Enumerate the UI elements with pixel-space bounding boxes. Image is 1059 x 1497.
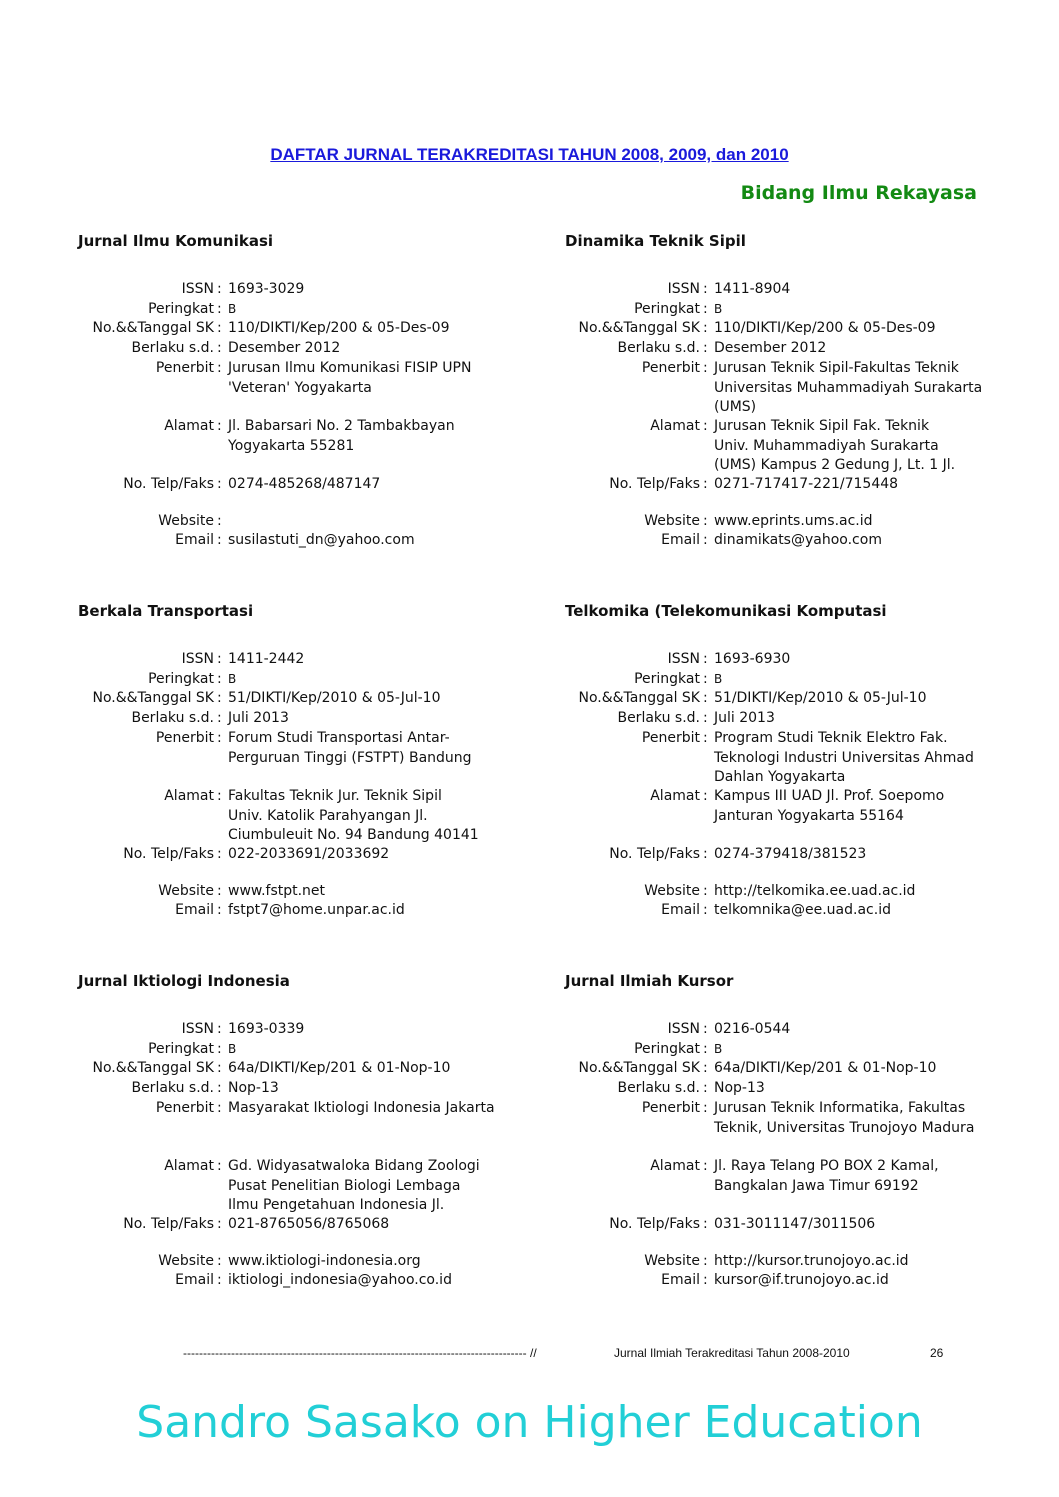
- field-value[interactable]: www.iktiologi-indonesia.org: [228, 1253, 421, 1269]
- field-label: No.&&Tanggal SK: [92, 1060, 214, 1076]
- field-value[interactable]: www.fstpt.net: [228, 883, 326, 899]
- field-value: Kampus III UAD Jl. Prof. Soepomo: [714, 788, 945, 804]
- field-colon: :: [703, 418, 708, 434]
- field-value: Perguruan Tinggi (FSTPT) Bandung: [228, 749, 472, 766]
- journal-title: Dinamika Teknik Sipil: [565, 232, 746, 250]
- field-value: B: [228, 672, 237, 686]
- field-value: Teknologi Industri Universitas Ahmad: [714, 749, 974, 766]
- field-colon: :: [703, 281, 708, 297]
- field-label: Email: [661, 902, 700, 918]
- field-value: 110/DIKTI/Kep/200 & 05-Des-09: [714, 320, 936, 336]
- field-label: Berlaku s.d.: [131, 340, 214, 356]
- field-colon: :: [217, 1041, 222, 1057]
- field-value: Bangkalan Jawa Timur 69192: [714, 1177, 919, 1194]
- field-label: Penerbit: [155, 730, 214, 746]
- field-value: Jl. Raya Telang PO BOX 2 Kamal,: [714, 1158, 939, 1174]
- field-colon: :: [217, 1158, 222, 1174]
- field-value: Program Studi Teknik Elektro Fak.: [714, 730, 948, 746]
- field-colon: :: [217, 320, 222, 336]
- page-number: 26: [930, 1346, 944, 1360]
- field-label: Penerbit: [641, 360, 700, 376]
- field-value: B: [228, 302, 237, 316]
- field-label: ISSN: [667, 1021, 700, 1037]
- section-subtitle: Bidang Ilmu Rekayasa: [740, 182, 977, 204]
- field-label: Alamat: [650, 1158, 700, 1174]
- field-label: Peringkat: [634, 301, 700, 317]
- field-colon: :: [217, 671, 222, 687]
- field-value: Forum Studi Transportasi Antar-: [228, 730, 450, 746]
- field-value: Ciumbuleuit No. 94 Bandung 40141: [228, 827, 479, 843]
- field-colon: :: [703, 883, 708, 899]
- field-value[interactable]: susilastuti_dn@yahoo.com: [228, 532, 415, 548]
- field-label: Peringkat: [148, 1041, 214, 1057]
- field-colon: :: [703, 1021, 708, 1037]
- field-colon: :: [703, 320, 708, 336]
- field-label: No.&&Tanggal SK: [92, 320, 214, 336]
- field-value: Jl. Babarsari No. 2 Tambakbayan: [228, 418, 455, 434]
- field-colon: :: [217, 1060, 222, 1076]
- field-value: Pusat Penelitian Biologi Lembaga: [228, 1177, 461, 1194]
- field-label: Penerbit: [641, 730, 700, 746]
- field-label: Email: [175, 1272, 214, 1288]
- field-label: Berlaku s.d.: [617, 710, 700, 726]
- field-label: Peringkat: [634, 1041, 700, 1057]
- field-value: Ilmu Pengetahuan Indonesia Jl.: [228, 1197, 445, 1213]
- field-label: No.&&Tanggal SK: [578, 690, 700, 706]
- field-value: Masyarakat Iktiologi Indonesia Jakarta: [228, 1100, 495, 1116]
- field-label: Penerbit: [641, 1100, 700, 1116]
- field-label: Email: [175, 532, 214, 548]
- field-value: Fakultas Teknik Jur. Teknik Sipil: [228, 788, 442, 804]
- field-colon: :: [703, 902, 708, 918]
- field-label: ISSN: [667, 281, 700, 297]
- field-value: B: [714, 302, 723, 316]
- field-value: Desember 2012: [228, 340, 341, 356]
- field-value: 0274-485268/487147: [228, 476, 381, 492]
- field-label: Alamat: [164, 1158, 214, 1174]
- field-value: Juli 2013: [228, 710, 289, 726]
- field-value: 0271-717417-221/715448: [714, 476, 899, 492]
- field-label: Alamat: [650, 788, 700, 804]
- field-colon: :: [217, 902, 222, 918]
- field-colon: :: [217, 883, 222, 899]
- field-colon: :: [703, 340, 708, 356]
- field-colon: :: [217, 651, 222, 667]
- field-value[interactable]: iktiologi_indonesia@yahoo.co.id: [228, 1272, 452, 1288]
- field-label: Website: [158, 883, 214, 899]
- field-label: Website: [644, 513, 700, 529]
- field-label: Berlaku s.d.: [131, 710, 214, 726]
- field-colon: :: [217, 788, 222, 804]
- field-colon: :: [703, 730, 708, 746]
- field-value: 64a/DIKTI/Kep/201 & 01-Nop-10: [714, 1060, 937, 1076]
- field-colon: :: [217, 1100, 222, 1116]
- field-colon: :: [703, 1080, 708, 1096]
- field-colon: :: [703, 513, 708, 529]
- field-value[interactable]: telkomnika@ee.uad.ac.id: [714, 902, 891, 918]
- field-value: Teknik, Universitas Trunojoyo Madura: [714, 1119, 975, 1136]
- field-label: Penerbit: [155, 360, 214, 376]
- field-value: 64a/DIKTI/Kep/201 & 01-Nop-10: [228, 1060, 451, 1076]
- field-colon: :: [703, 360, 708, 376]
- field-colon: :: [217, 476, 222, 492]
- field-colon: :: [703, 1041, 708, 1057]
- field-value: Nop-13: [228, 1080, 279, 1096]
- field-colon: :: [217, 418, 222, 434]
- field-value: Juli 2013: [714, 710, 775, 726]
- field-colon: :: [703, 301, 708, 317]
- field-label: Alamat: [650, 418, 700, 434]
- field-value: 1693-3029: [228, 281, 305, 297]
- field-label: Website: [158, 513, 214, 529]
- field-value: 110/DIKTI/Kep/200 & 05-Des-09: [228, 320, 450, 336]
- field-colon: :: [217, 690, 222, 706]
- field-label: Email: [175, 902, 214, 918]
- field-value: Gd. Widyasatwaloka Bidang Zoologi: [228, 1158, 480, 1174]
- field-label: Penerbit: [155, 1100, 214, 1116]
- field-label: Peringkat: [148, 671, 214, 687]
- journal-title: Jurnal Ilmu Komunikasi: [78, 232, 274, 250]
- field-value[interactable]: http://telkomika.ee.uad.ac.id: [714, 883, 916, 899]
- field-label: No. Telp/Faks: [609, 476, 700, 492]
- field-value: 51/DIKTI/Kep/2010 & 05-Jul-10: [714, 690, 927, 706]
- field-value[interactable]: www.eprints.ums.ac.id: [714, 513, 873, 529]
- field-value: Yogyakarta 55281: [228, 437, 355, 454]
- field-colon: :: [703, 1216, 708, 1232]
- field-label: No. Telp/Faks: [609, 846, 700, 862]
- field-label: Peringkat: [148, 301, 214, 317]
- field-value: 1411-8904: [714, 281, 791, 297]
- watermark-text: Sandro Sasako on Higher Education: [136, 1397, 923, 1448]
- field-value: 0274-379418/381523: [714, 846, 867, 862]
- field-colon: :: [217, 710, 222, 726]
- field-value: 1693-6930: [714, 651, 791, 667]
- field-colon: :: [703, 690, 708, 706]
- field-value: Jurusan Teknik Sipil-Fakultas Teknik: [714, 360, 959, 376]
- field-value: 1693-0339: [228, 1021, 305, 1037]
- field-value: Nop-13: [714, 1080, 765, 1096]
- field-colon: :: [703, 1253, 708, 1269]
- field-colon: :: [217, 1216, 222, 1232]
- field-colon: :: [217, 340, 222, 356]
- field-value: Jurusan Teknik Informatika, Fakultas: [714, 1100, 966, 1116]
- field-label: ISSN: [667, 651, 700, 667]
- field-colon: :: [703, 1158, 708, 1174]
- field-value: 021-8765056/8765068: [228, 1216, 390, 1232]
- field-label: No.&&Tanggal SK: [578, 320, 700, 336]
- field-colon: :: [217, 1253, 222, 1269]
- field-label: No.&&Tanggal SK: [92, 690, 214, 706]
- field-colon: :: [703, 671, 708, 687]
- field-label: No. Telp/Faks: [123, 1216, 214, 1232]
- field-value[interactable]: kursor@if.trunojoyo.ac.id: [714, 1272, 889, 1288]
- field-label: Alamat: [164, 788, 214, 804]
- field-value: B: [228, 1042, 237, 1056]
- footer-text: Jurnal Ilmiah Terakreditasi Tahun 2008-2010: [614, 1346, 850, 1360]
- field-colon: :: [217, 1272, 222, 1288]
- field-value: B: [714, 1042, 723, 1056]
- field-colon: :: [703, 1100, 708, 1116]
- journal-title: Berkala Transportasi: [78, 602, 254, 620]
- field-value: (UMS): [714, 399, 757, 415]
- field-label: ISSN: [181, 1021, 214, 1037]
- field-label: Website: [644, 883, 700, 899]
- field-colon: :: [703, 788, 708, 804]
- journal-title: Jurnal Iktiologi Indonesia: [78, 972, 290, 990]
- field-colon: :: [217, 532, 222, 548]
- field-label: Berlaku s.d.: [617, 340, 700, 356]
- field-value: Janturan Yogyakarta 55164: [714, 807, 904, 824]
- field-value: Jurusan Ilmu Komunikasi FISIP UPN: [228, 360, 472, 376]
- field-label: Email: [661, 1272, 700, 1288]
- field-label: Alamat: [164, 418, 214, 434]
- field-value: 51/DIKTI/Kep/2010 & 05-Jul-10: [228, 690, 441, 706]
- field-colon: :: [217, 360, 222, 376]
- field-label: Berlaku s.d.: [131, 1080, 214, 1096]
- page-title: DAFTAR JURNAL TERAKREDITASI TAHUN 2008, 2009, dan 2010: [270, 145, 789, 164]
- field-label: Peringkat: [634, 671, 700, 687]
- field-label: Website: [644, 1253, 700, 1269]
- field-value: 022-2033691/2033692: [228, 846, 390, 862]
- field-value: Dahlan Yogyakarta: [714, 769, 846, 785]
- field-value: Jurusan Teknik Sipil Fak. Teknik: [714, 418, 930, 434]
- field-colon: :: [217, 513, 222, 529]
- field-value: B: [714, 672, 723, 686]
- field-value: Univ. Katolik Parahyangan Jl.: [228, 807, 428, 824]
- journal-title: Telkomika (Telekomunikasi Komputasi: [565, 602, 887, 620]
- field-colon: :: [217, 846, 222, 862]
- field-colon: :: [217, 1080, 222, 1096]
- journal-title: Jurnal Ilmiah Kursor: [565, 972, 734, 990]
- field-label: ISSN: [181, 651, 214, 667]
- field-value: 0216-0544: [714, 1021, 791, 1037]
- field-colon: :: [703, 710, 708, 726]
- field-label: No. Telp/Faks: [609, 1216, 700, 1232]
- footer-dashes: -------------------------------------------------------------------------------------- //: [183, 1346, 537, 1360]
- field-colon: :: [703, 1060, 708, 1076]
- field-colon: :: [703, 846, 708, 862]
- field-colon: :: [703, 532, 708, 548]
- field-colon: :: [217, 301, 222, 317]
- field-value: 031-3011147/3011506: [714, 1216, 876, 1232]
- field-colon: :: [703, 651, 708, 667]
- field-label: No.&&Tanggal SK: [578, 1060, 700, 1076]
- field-colon: :: [217, 730, 222, 746]
- field-label: ISSN: [181, 281, 214, 297]
- field-value[interactable]: fstpt7@home.unpar.ac.id: [228, 902, 405, 918]
- field-label: Berlaku s.d.: [617, 1080, 700, 1096]
- field-colon: :: [217, 281, 222, 297]
- field-value[interactable]: http://kursor.trunojoyo.ac.id: [714, 1253, 909, 1269]
- field-colon: :: [703, 476, 708, 492]
- field-value: (UMS) Kampus 2 Gedung J, Lt. 1 Jl.: [714, 457, 956, 473]
- field-label: Email: [661, 532, 700, 548]
- field-label: No. Telp/Faks: [123, 476, 214, 492]
- field-label: No. Telp/Faks: [123, 846, 214, 862]
- field-value: Desember 2012: [714, 340, 827, 356]
- field-colon: :: [217, 1021, 222, 1037]
- field-colon: :: [703, 1272, 708, 1288]
- field-value: 1411-2442: [228, 651, 305, 667]
- field-value[interactable]: dinamikats@yahoo.com: [714, 532, 882, 548]
- field-value: Univ. Muhammadiyah Surakarta: [714, 437, 939, 454]
- field-value: Universitas Muhammadiyah Surakarta: [714, 379, 983, 396]
- field-value: 'Veteran' Yogyakarta: [228, 379, 372, 396]
- field-label: Website: [158, 1253, 214, 1269]
